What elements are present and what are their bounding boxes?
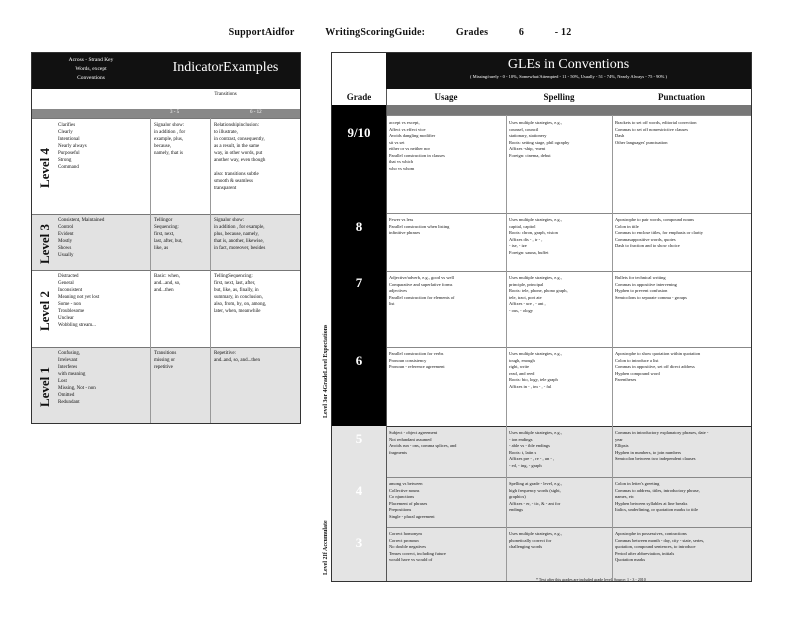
level-words: Consistent, Maintained Control Evident Mostly Shows Usually — [58, 218, 105, 258]
punctuation-cell: Brackets to set off words, editorial correction Commas to set off nonrestrictive clauses Dash Other languages' punctuation — [615, 120, 697, 145]
level-words: Distracted General Inconsistent Meaning not yet lost Some - non Troublesome Unclear Wobbling stream... — [58, 274, 100, 328]
level-label: Level 2 — [37, 290, 52, 331]
grade-row — [386, 271, 751, 347]
level-row — [32, 118, 300, 214]
side-label-expectations: Level 3or 4GradeLevel Expectations — [323, 324, 329, 418]
grade-number: 9/10 — [347, 125, 371, 140]
gle-header — [386, 53, 751, 89]
indicator-examples-table — [31, 52, 301, 424]
level-label: Level 1 — [37, 366, 52, 408]
level-words: Confusing, Irrelevant Interferes with meaning Lost Missing, Not - non Omitted Redundant — [58, 351, 96, 405]
spelling-cell: Uses multiple strategies, e.g., counsel, council stationary, stationery Roots: setting stage, phil ography Affixes -ship, -ment Foreign: cinema, debut — [509, 120, 570, 158]
indicator-header — [32, 53, 300, 89]
transitions-6-12: Repetitive: and..and, so, and...then — [214, 351, 260, 363]
grade-row — [386, 527, 751, 581]
usage-cell: Parallel construction for verbs Pronoun consistency Pronoun - reference agreement — [389, 351, 445, 369]
spelling-cell: Uses multiple strategies, e.g., capital, capitol Roots: chron, graph, vision Affixes dis - , tr - , - ise, - ize Foreign: sauna, buffet — [509, 217, 562, 255]
grade-row — [386, 115, 751, 213]
grade-row — [386, 347, 751, 426]
grade-band-a: 3 - 5 — [170, 110, 180, 115]
grade-number: 8 — [355, 219, 363, 234]
title-part: SupportAidfor — [228, 27, 295, 38]
grade-row — [386, 213, 751, 271]
spelling-cell: Spelling at grade - level, e.g., high frequency words (sight, graphics) Affixes - er, - tic, & - ant for endings — [509, 481, 562, 512]
title-part: 6 — [518, 27, 525, 38]
column-divider — [506, 115, 507, 581]
transitions-3-5: Basic: when, and...and, so, and...then — [154, 274, 181, 293]
column-divider — [210, 118, 211, 423]
punctuation-column-header: Punctuation — [657, 92, 705, 102]
grade-number: 7 — [355, 275, 363, 290]
punctuation-cell: Commas in introductory explanatory phrases, date - year Ellipsis Hyphen in numbers, to join numbers Semicolon between two independent clauses — [615, 430, 709, 461]
transitions-3-5: Transitions missing or repetitive — [154, 351, 177, 370]
indicator-title: IndicatorExamples — [172, 60, 279, 75]
spelling-cell: Uses multiple strategies, e.g., - ion endings - able vs - ible endings Roots: t, latin s Affixes pre - , re - , un - , - ed, - ing, - graph — [509, 430, 562, 468]
level-words: Clarifies Clearly Intentional Nearly always Purposeful Strong Command — [58, 123, 87, 170]
grade-number: 3 — [355, 535, 363, 550]
side-label-accumulate: Level 2If Accumulate — [323, 520, 329, 575]
level-row — [32, 270, 300, 347]
usage-cell: Adjective/adverb, e.g., good vs well Comparative and superlative forms adjectives Parallel construction for elements of list — [389, 275, 455, 306]
column-divider — [386, 89, 387, 581]
grade-number: 5 — [355, 431, 363, 446]
gle-conventions-table — [331, 52, 752, 582]
grade-band-b: 6 - 12 — [250, 110, 262, 115]
spelling-column-header: Spelling — [543, 92, 575, 102]
column-divider — [612, 115, 613, 581]
grade-number: 4 — [355, 483, 363, 498]
grade-column-header: Grade — [346, 92, 372, 102]
title-part: WritingScoringGuide: — [325, 27, 426, 38]
transitions-3-5: Signalor show: in addition , for example, plus, because, namely, that is — [154, 123, 186, 156]
column-header-bar — [386, 105, 751, 115]
punctuation-cell: Apostrophe to pair words, compound nouns Colon in title Commas to enclose titles, for emphasis or clarity Commasappositive words, quotes Dash to fraction and to show choice — [615, 217, 703, 248]
title-part: Grades — [455, 27, 489, 38]
punctuation-cell: Colon in letter's greeting Commas to address, titles, introductory phrase, names, etc Hyphen between syllables at line breaks Italics, underlining, or quotation marks to title — [615, 481, 700, 512]
gle-title: GLEs in Conventions — [507, 57, 630, 72]
usage-column-header: Usage — [434, 92, 458, 102]
punctuation-cell: Bullets for technical writing Commas in appositive intervening Hyphen to prevent confusion Semicolons to separate comma - groups — [615, 275, 687, 300]
punctuation-cell: Apostrophe in possessives, contractions Commas between month - day, city - state, series, quotation, compound sentences, to introduce Period after abbreviation, initials Quotation marks — [615, 531, 705, 562]
transitions-3-5: Tellingor Sequencing: first, next, last, after, but, like, as — [154, 218, 183, 251]
usage-cell: Fewer vs less Parallel construction when listing infinitive phrases — [389, 217, 450, 235]
level-label: Level 4 — [37, 147, 52, 189]
transitions-heading: Transitions — [151, 89, 300, 109]
transitions-6-12: TellingSequencing: first, next, last, after, but, like, as, finally, in summary, in conclusion, also, from, by, on, among, later, when, meanwhile — [214, 274, 267, 314]
transitions-6-12: Relationshipinclusion: to illustrate, in contrast, consequently, as a result, in the same way, in other words, put another way, even though also: transitions subtle smooth & seamless transparent — [214, 123, 266, 191]
column-divider — [150, 118, 151, 423]
spelling-cell: Uses multiple strategies, e.g., phonetically correct for challenging words — [509, 531, 562, 549]
punctuation-cell: Apostrophe to show quotation within quotation Colon to introduce a list Commas in appositive, set off direct address Hyphen compound word Parentheses — [615, 351, 701, 382]
level-label: Level 3 — [37, 223, 52, 265]
spelling-cell: Uses multiple strategies, e.g., tough, enough right, write read, and reed Roots: bio, logy, tele graph Affixes in - , im - , - ful — [509, 351, 562, 389]
page-title — [0, 27, 800, 38]
title-part: - 12 — [554, 27, 572, 38]
grade-band-bar — [32, 109, 300, 118]
strand-key-words: Across - Strand Key Words, except Conventions — [68, 57, 114, 81]
transitions-6-12: Signalor show: in addition , for example, plus, because, namely, that is, another, likewise, in fact, moreover, besides — [214, 218, 266, 251]
usage-cell: Subject - object agreement Not redundant assumed Avoids run - ons, comma splices, and fragments — [389, 430, 457, 455]
usage-cell: accept vs except, Affect vs effect vice Avoids dangling modifier sit vs set either or vs neither nor Parallel construction in clauses that vs which who vs whom — [389, 120, 445, 171]
usage-cell: Correct homonym Correct pronoun No double negatives Tenses correct, including future would have vs would of — [389, 531, 446, 562]
spelling-cell: Uses multiple strategies, e.g., principle, principal Roots: tele, phone, phono graph, tele, tract, port ate Affixes - ure , - ant , - ous, - ology — [509, 275, 568, 313]
level-row — [32, 347, 300, 423]
grade-row — [386, 477, 751, 527]
grade-row — [386, 426, 751, 477]
grade-column-dark — [332, 105, 386, 478]
grade-number: 6 — [355, 353, 363, 368]
level-row — [32, 214, 300, 270]
usage-cell: among vs between Collective nouns Co njunctions Placement of phrases Prepositions Single - plural agreement — [389, 481, 435, 519]
footnote: * Text after this grades are included grade level. Source: 1 - 3 - 2010 — [536, 577, 646, 582]
gle-frequency-key: ( Missing/rarely - 0 - 10%, Somewhat/Attempted - 11 - 50%, Usually - 51 - 74%, Nearly Always - 75 - 90% ) — [470, 74, 667, 79]
